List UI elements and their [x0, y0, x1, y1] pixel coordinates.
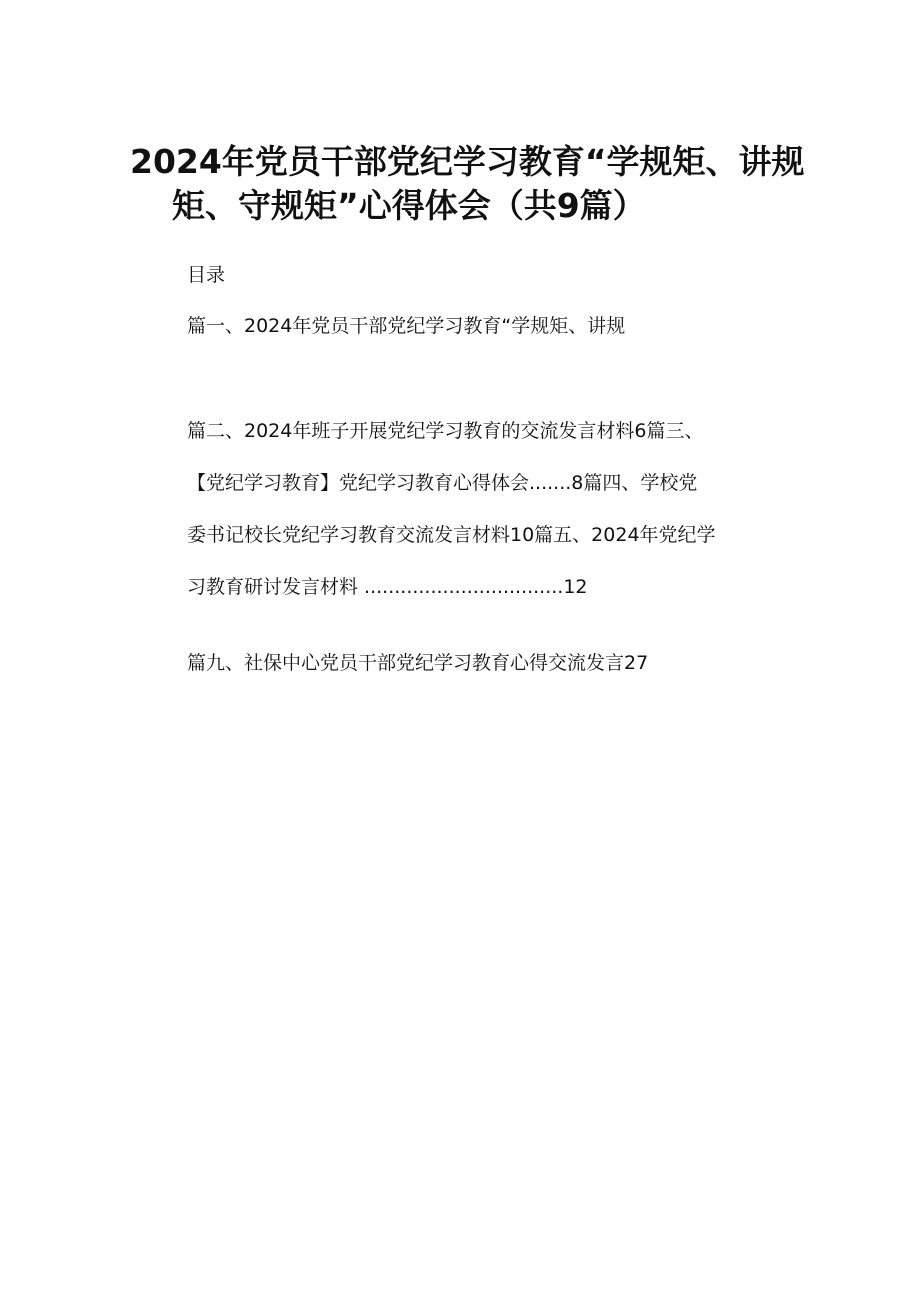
- document-title: [130, 140, 810, 228]
- title-line-2: 矩、守规矩”心得体会（共9篇）: [172, 186, 646, 225]
- toc-block-row: 【党纪学习教育】党纪学习教育心得体会.......8篇四、学校党: [187, 472, 698, 494]
- toc-entry-9: 篇九、社保中心党员干部党纪学习教育心得交流发言27: [187, 652, 649, 674]
- toc-block-row: 篇二、2024年班子开展党纪学习教育的交流发言材料6篇三、: [187, 420, 704, 442]
- title-line-1: 2024年党员干部党纪学习教育“学规矩、讲规: [130, 142, 805, 181]
- toc-entries-block: [187, 405, 807, 613]
- toc-block-row: 委书记校长党纪学习教育交流发言材料10篇五、2024年党纪学: [187, 524, 716, 546]
- toc-entry-1: 篇一、2024年党员干部党纪学习教育“学规矩、讲规: [187, 315, 626, 337]
- toc-block-row: 习教育研讨发言材料 .................................12: [187, 576, 588, 598]
- toc-heading: 目录: [187, 264, 226, 286]
